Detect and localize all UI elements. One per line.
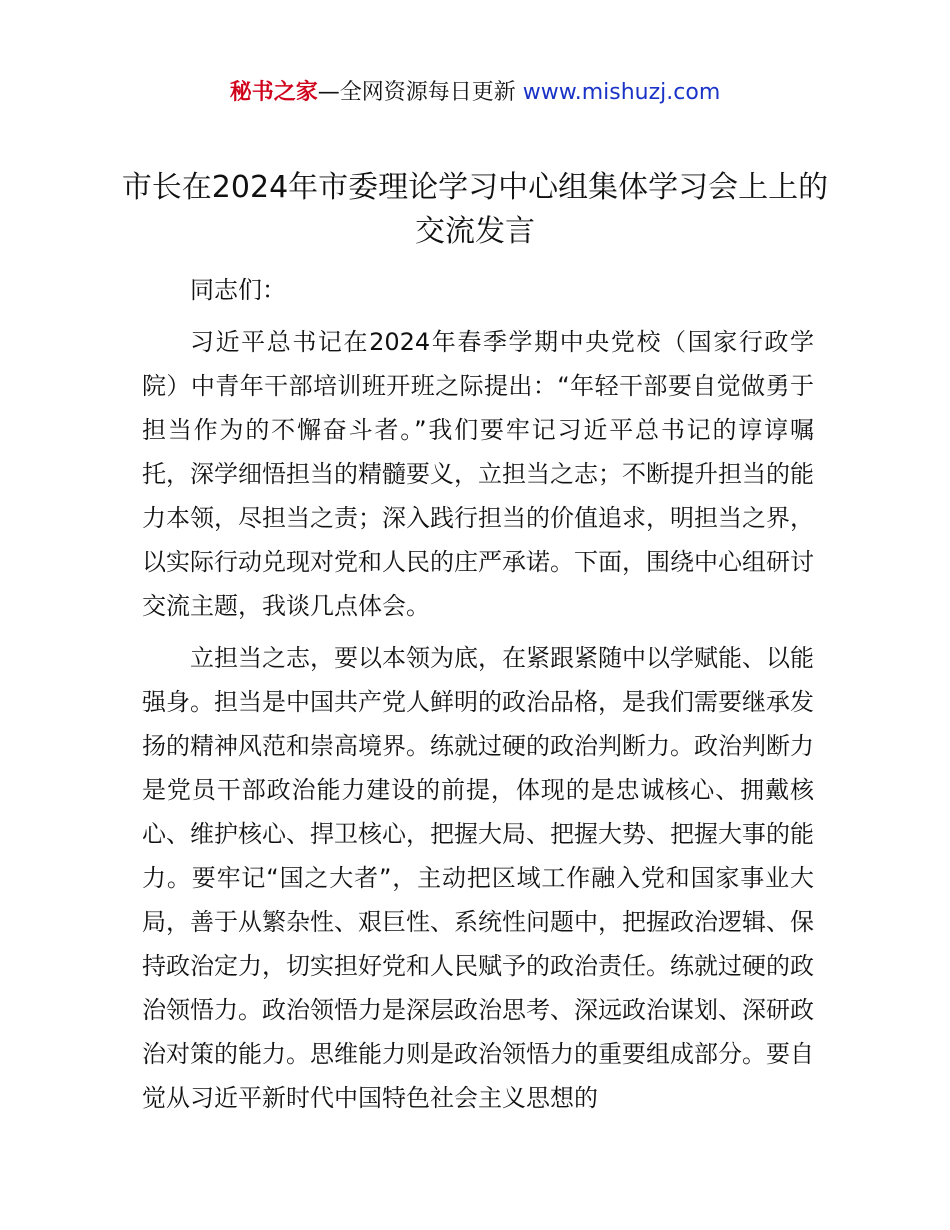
- salutation: 同志们：: [190, 276, 286, 304]
- body-paragraph: 习近平总书记在2024年春季学期中央党校（国家行政学院）中青年干部培训班开班之际提出：“年轻干部要自觉做勇于担当作为的不懈奋斗者。”我们要牢记习近平总书记的谆谆嘱托，深学细悟担当的精髓要义，立担当之志；不断提升担当的能力本领，尽担当之责；深入践行担当的价值追求，明担当之界，以实际行动兑现对党和人民的庄严承诺。下面，围绕中心组研讨交流主题，我谈几点体会。: [142, 328, 814, 620]
- site-header: [0, 76, 950, 110]
- body-paragraph: 立担当之志，要以本领为底，在紧跟紧随中以学赋能、以能强身。担当是中国共产党人鲜明的政治品格，是我们需要继承发扬的精神风范和崇高境界。练就过硬的政治判断力。政治判断力是党员干部政治能力建设的前提，体现的是忠诚核心、拥戴核心、维护核心、捍卫核心，把握大局、把握大势、把握大事的能力。要牢记“国之大者”，主动把区域工作融入党和国家事业大局，善于从繁杂性、艰巨性、系统性问题中，把握政治逻辑、保持政治定力，切实担好党和人民赋予的政治责任。练就过硬的政治领悟力。政治领悟力是深层政治思考、深远政治谋划、深研政治对策的能力。思维能力则是政治领悟力的重要组成部分。要自觉从习近平新时代中国特色社会主义思想的: [142, 644, 814, 1112]
- site-url-link[interactable]: www.mishuzj.com: [522, 80, 721, 105]
- header-tagline: —全网资源每日更新: [317, 80, 523, 105]
- brand-name: 秘书之家: [229, 80, 318, 105]
- document-title: 市长在2024年市委理论学习中心组集体学习会上上的交流发言: [121, 170, 829, 249]
- document-body: [142, 268, 814, 1128]
